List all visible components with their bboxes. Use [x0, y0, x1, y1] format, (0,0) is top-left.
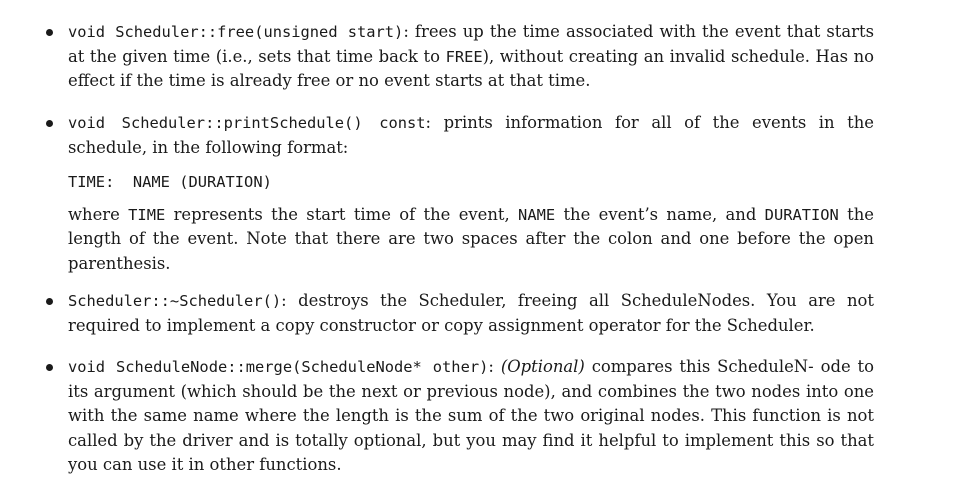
list-item-free [68, 20, 874, 94]
description-text: : frees up the time associated with the event that starts at the given time (i.e., sets that time back to [68, 22, 874, 66]
bullet-icon [46, 29, 53, 36]
description-text: compares this ScheduleN- ode to its argument (which should be the next or previous node), and combines the two nodes into one with the same name where the length is the sum of the two original nodes. This function is not called by the driver and is totally optional, but you may find it helpful to implement this so that you can use it in other functions. [68, 357, 875, 475]
list-item-destructor [68, 289, 874, 338]
inline-code: TIME [128, 205, 166, 224]
function-signature: void ScheduleNode::merge(ScheduleNode* other) [68, 358, 489, 376]
function-signature: Scheduler::~Scheduler() [68, 292, 282, 310]
bullet-icon [46, 364, 53, 371]
description-text: : destroys the Scheduler, freeing all ScheduleNodes. You are not required to implement a copy constructor or copy assignment operator for the Scheduler. [68, 291, 874, 335]
inline-code: NAME [518, 205, 556, 224]
explanation-text: represents the start time of the event, [165, 204, 519, 224]
inline-code: FREE [445, 47, 483, 66]
bullet-icon [46, 120, 53, 127]
function-signature: void Scheduler::free(unsigned start) [68, 23, 404, 41]
description-text: : prints information for all of the events in the schedule, in the following format: [68, 113, 874, 157]
optional-label: (Optional) [500, 357, 585, 376]
format-explanation [68, 203, 874, 277]
explanation-text: where [68, 204, 129, 224]
explanation-text: the length of the event. Note that there are two spaces after the colon and one before the open parenthesis. [68, 204, 874, 273]
item-description [68, 20, 874, 94]
description-text: : [488, 357, 501, 376]
item-description [68, 111, 874, 160]
inline-code: DURATION [764, 205, 839, 224]
item-description [68, 355, 874, 478]
format-example: TIME: NAME (DURATION) [68, 173, 272, 192]
list-item-merge [68, 355, 874, 478]
explanation-text: the event’s name, and [555, 204, 765, 224]
list-item-print-schedule [68, 111, 874, 277]
function-signature: void Scheduler::printSchedule() const [68, 114, 426, 132]
item-description [68, 289, 874, 338]
bullet-icon [46, 298, 53, 305]
description-text: ), without creating an invalid schedule. Has no effect if the time is already free or no event starts at that time. [68, 46, 875, 91]
